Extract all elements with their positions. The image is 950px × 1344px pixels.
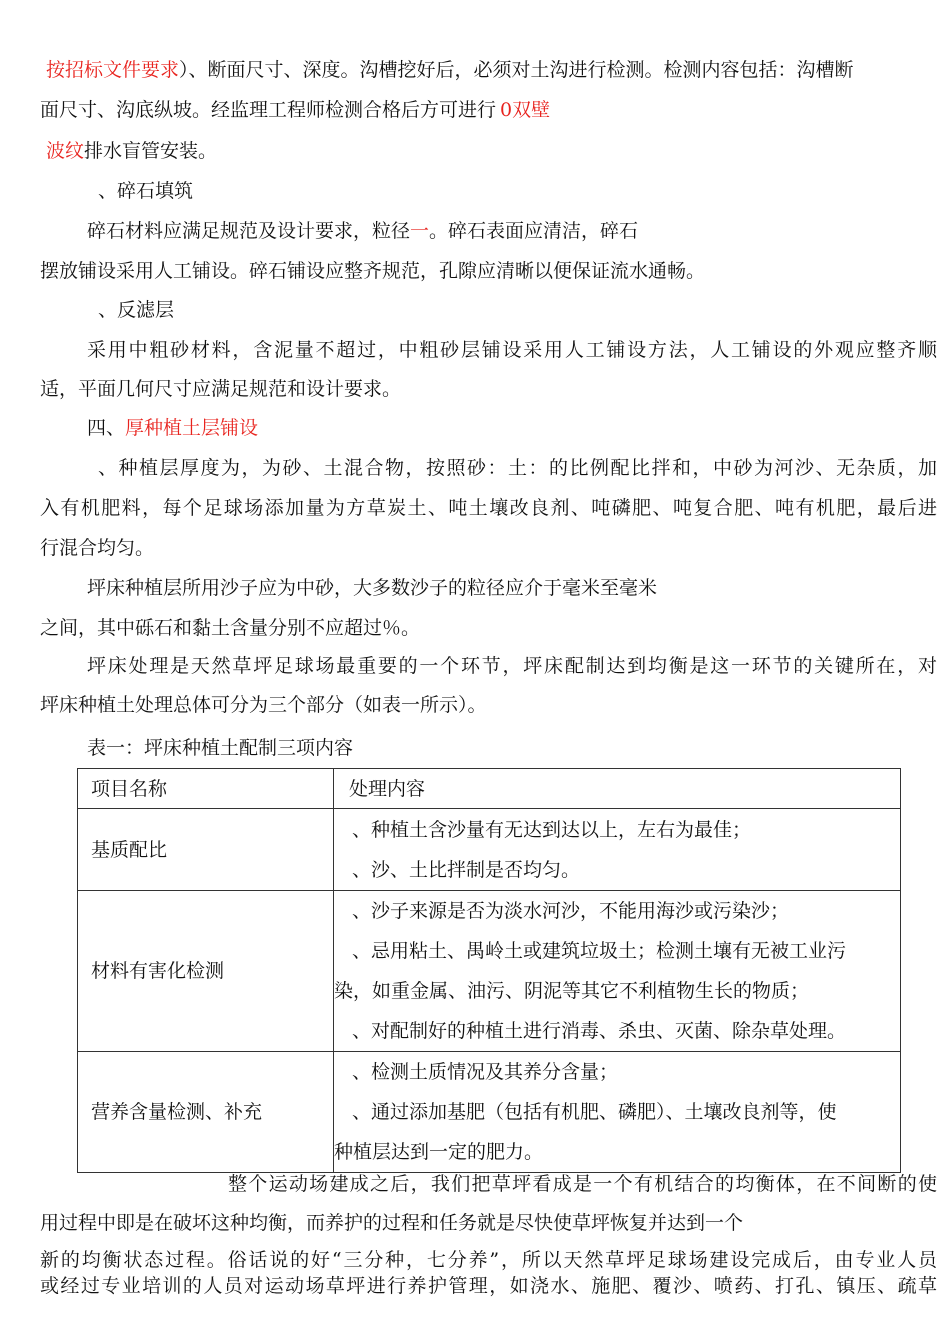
- table-row: [78, 809, 901, 891]
- content-line: 种植层达到一定的肥力。: [334, 1141, 544, 1163]
- red-text: 波纹: [46, 140, 85, 162]
- para-line: 坪床种植层所用沙子应为中砂，大多数沙子的粒径应介于毫米至毫米: [87, 577, 658, 599]
- para-line: 行混合均匀。: [40, 537, 155, 559]
- content-table: [77, 768, 901, 1173]
- para-line: 之间，其中砾石和黏土含量分别不应超过％。: [40, 617, 421, 639]
- content-line: 、忌用粘土、禺岭土或建筑垃圾土；检测土壤有无被工业污: [352, 940, 847, 962]
- content-line: 、种植土含沙量有无达到达以上，左右为最佳；: [352, 818, 752, 841]
- content-line: 、沙子来源是否为淡水河沙，不能用海沙或污染沙；: [352, 900, 790, 922]
- section-heading: 、反滤层: [98, 299, 175, 321]
- para-line: 波纹排水盲管安装。: [46, 140, 218, 162]
- row-content: [334, 1052, 901, 1173]
- row-name: 基质配比: [78, 809, 334, 891]
- para-line: 按招标文件要求）、断面尺寸、深度。沟槽挖好后，必须对土沟进行检测。检测内容包括：沟槽断: [46, 59, 854, 81]
- para-line: 、种植层厚度为，为砂、土混合物，按照砂：土：的比例配比拌和，中砂为河沙、无杂质，加: [98, 457, 937, 479]
- header-cell: 项目名称: [78, 769, 334, 809]
- section-heading: 、碎石填筑: [98, 180, 194, 202]
- header-cell: 处理内容: [334, 769, 901, 809]
- para-line: 入有机肥料，每个足球场添加量为方草炭土、吨土壤改良剂、吨磷肥、吨复合肥、吨有机肥，最后进: [40, 497, 937, 519]
- content-line: 、检测土质情况及其养分含量；: [352, 1061, 619, 1083]
- content-line: 、沙、土比拌制是否均匀。: [352, 858, 581, 881]
- para-line: 采用中粗砂材料，含泥量不超过，中粗砂层铺设采用人工铺设方法，人工铺设的外观应整齐顺: [87, 339, 937, 361]
- para-line: 整个运动场建成之后，我们把草坪看成是一个有机结合的均衡体，在不间断的使: [228, 1173, 937, 1195]
- table-row: [78, 891, 901, 1052]
- red-text: 0双壁: [500, 99, 551, 121]
- content-line: 、通过添加基肥（包括有机肥、磷肥）、土壤改良剂等，使: [352, 1101, 837, 1123]
- para-line: 面尺寸、沟底纵坡。经监理工程师检测合格后方可进行 0双壁: [40, 99, 551, 121]
- para-line: 摆放铺设采用人工铺设。碎石铺设应整齐规范，孔隙应清晰以便保证流水通畅。: [40, 260, 706, 282]
- para-line: 坪床处理是天然草坪足球场最重要的一个环节，坪床配制达到均衡是这一环节的关键所在，对: [87, 655, 937, 677]
- section-heading: 四、厚种植土层铺设: [87, 417, 259, 439]
- para-line: 用过程中即是在破坏这种均衡，而养护的过程和任务就是尽快使草坪恢复并达到一个: [40, 1212, 744, 1234]
- para-line: 碎石材料应满足规范及设计要求，粒径一。碎石表面应清洁，碎石: [87, 220, 639, 242]
- para-line: 坪床种植土处理总体可分为三个部分（如表一所示）。: [40, 694, 487, 716]
- row-content: [334, 809, 901, 891]
- table-row: [78, 1052, 901, 1173]
- para-line: 新的均衡状态过程。俗话说的好“三分种，七分养”，所以天然草坪足球场建设完成后，由专业人员: [40, 1249, 937, 1271]
- red-text: 厚种植土层铺设: [125, 417, 259, 439]
- red-text: 按招标文件要求: [46, 59, 180, 81]
- row-name: 营养含量检测、补充: [78, 1052, 334, 1173]
- para-line: 或经过专业培训的人员对运动场草坪进行养护管理，如浇水、施肥、覆沙、喷药、打孔、镇压、疏草: [40, 1275, 937, 1297]
- table-caption: 表一：坪床种植土配制三项内容: [87, 737, 354, 759]
- content-line: 染，如重金属、油污、阴泥等其它不利植物生长的物质；: [334, 980, 810, 1002]
- red-text: 一: [410, 220, 430, 242]
- row-content: [334, 891, 901, 1052]
- content-line: 、对配制好的种植土进行消毒、杀虫、灭菌、除杂草处理。: [352, 1020, 847, 1042]
- para-line: 适，平面几何尺寸应满足规范和设计要求。: [40, 378, 402, 400]
- row-name: 材料有害化检测: [78, 891, 334, 1052]
- table-header-row: [78, 769, 901, 809]
